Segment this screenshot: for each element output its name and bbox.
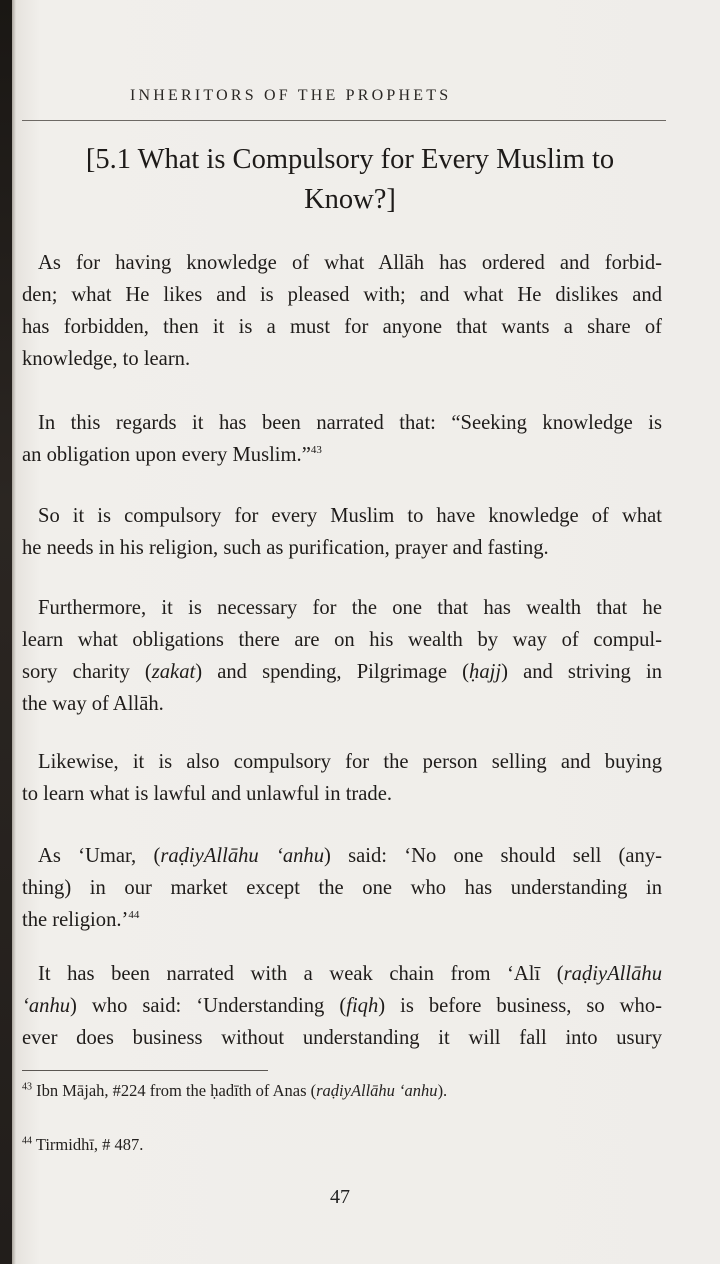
paragraph-7 — [22, 958, 662, 1054]
page-number: 47 — [330, 1186, 350, 1208]
footnote-italic: raḍiyAllāhu ‘anhu — [316, 1081, 438, 1100]
paragraph-line — [22, 990, 662, 1022]
paragraph-text: ) is before business, so who- — [378, 995, 662, 1017]
paragraph-text: ) who said: ‘Understanding ( — [70, 995, 347, 1017]
paragraph-4 — [22, 592, 662, 720]
section-title — [40, 140, 660, 220]
footnote-43 — [22, 1080, 447, 1102]
paragraph-line: ever does business without understanding it will fall into usury — [22, 1027, 662, 1049]
paragraph-text: ) said: ‘No one should sell (any- — [324, 845, 662, 867]
paragraph-line: As for having knowledge of what Allāh has ordered and forbid- — [38, 252, 662, 274]
paragraph-line: Likewise, it is also compulsory for the person selling and buying — [38, 751, 662, 773]
italic-term-hajj: ḥajj — [469, 661, 502, 683]
paragraph-2 — [22, 407, 662, 471]
footnote-number: 43 — [22, 1081, 32, 1093]
paragraph-line: to learn what is lawful and unlawful in trade. — [22, 783, 393, 805]
paragraph-6 — [22, 840, 662, 936]
paragraph-line: den; what He likes and is pleased with; and what He dislikes and — [22, 284, 662, 306]
paragraph-line: has forbidden, then it is a must for anyone that wants a share of — [22, 316, 662, 338]
paragraph-text: ) and spending, Pilgrimage ( — [195, 661, 470, 683]
italic-honorific: raḍiyAllāhu ‘anhu — [160, 845, 325, 867]
paragraph-text: It has been narrated with a weak chain from ‘Alī ( — [38, 963, 564, 985]
italic-honorific: ‘anhu — [22, 995, 71, 1017]
header-rule — [22, 120, 666, 121]
paragraph-text: As ‘Umar, ( — [38, 845, 161, 867]
footnote-text: Tirmidhī, # 487. — [35, 1135, 144, 1154]
paragraph-line: In this regards it has been narrated that: “Seeking knowledge is — [38, 412, 662, 434]
footnote-ref-43[interactable]: 43 — [310, 444, 322, 457]
italic-term-zakat: zakat — [151, 661, 196, 683]
footnote-text: Ibn Mājah, #224 from the ḥadīth of Anas ( — [36, 1081, 317, 1100]
paragraph-line — [22, 840, 662, 872]
italic-honorific: raḍiyAllāhu — [563, 963, 662, 985]
footnote-number: 44 — [22, 1135, 32, 1147]
footnote-text: ). — [437, 1081, 448, 1100]
paragraph-line — [22, 656, 662, 688]
paragraph-line: thing) in our market except the one who has understanding in — [22, 877, 662, 899]
paragraph-text: an obligation upon every Muslim.” — [22, 444, 311, 466]
paragraph-line: Furthermore, it is necessary for the one that has wealth that he — [38, 597, 662, 619]
paragraph-line — [22, 958, 662, 990]
paragraph-line: he needs in his religion, such as purification, prayer and fasting. — [22, 537, 549, 559]
footnote-ref-44[interactable]: 44 — [128, 909, 140, 922]
paragraph-3 — [22, 500, 662, 564]
paragraph-text: ) and striving in — [501, 661, 662, 683]
paragraph-line: the way of Allāh. — [22, 693, 164, 715]
paragraph-line: knowledge, to learn. — [22, 348, 191, 370]
section-title-line-2: Know?] — [304, 184, 396, 215]
book-spine-shadow — [0, 0, 12, 1264]
paragraph-line — [22, 439, 662, 471]
paragraph-5 — [22, 746, 662, 810]
footnote-rule — [22, 1070, 268, 1071]
paragraph-line — [22, 904, 662, 936]
paragraph-text: sory charity ( — [22, 661, 152, 683]
footnote-44 — [22, 1134, 143, 1156]
running-head: INHERITORS OF THE PROPHETS — [130, 87, 452, 104]
paragraph-line: learn what obligations there are on his wealth by way of compul- — [22, 629, 662, 651]
paragraph-text: the religion.’ — [22, 909, 129, 931]
italic-term-fiqh: fiqh — [346, 995, 379, 1017]
paragraph-line: So it is compulsory for every Muslim to have knowledge of what — [38, 505, 662, 527]
section-title-line-1: [5.1 What is Compulsory for Every Muslim to — [85, 144, 615, 175]
paragraph-1 — [22, 247, 662, 375]
